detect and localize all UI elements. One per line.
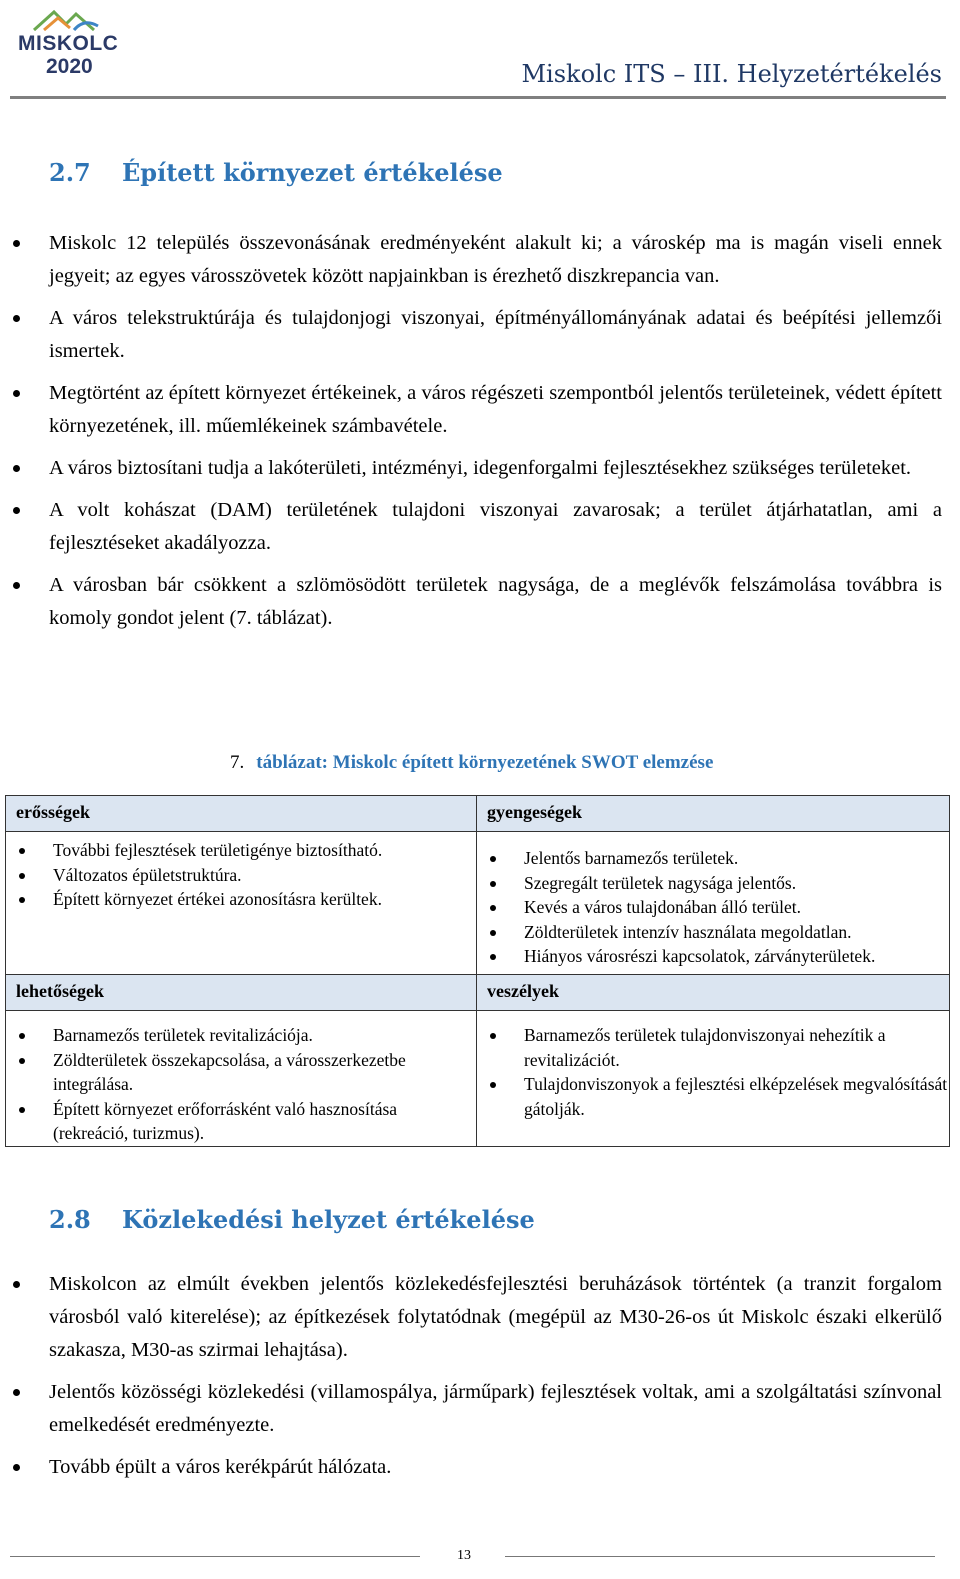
list-item: Barnamezős területek revitalizációja.	[6, 1023, 476, 1048]
strengths-header: erősségek	[6, 796, 477, 832]
list-item: Tulajdonviszonyok a fejlesztési elképzelések megvalósítását gátolják.	[477, 1072, 949, 1121]
list-item: Változatos épületstruktúra.	[6, 863, 476, 888]
strengths-cell	[6, 832, 477, 975]
section-number: 2.8	[49, 1205, 91, 1234]
section-title: Épített környezet értékelése	[122, 158, 503, 187]
header-divider	[10, 96, 946, 99]
list-item: Miskolc 12 település összevonásának eredményeként alakult ki; a városkép ma is magán viseli ennek jegyeit; az egyes városszövetek között napjainkban is érezhető diszkrepancia van.	[0, 227, 942, 293]
list-item: Épített környezet erőforrásként való hasznosítása (rekreáció, turizmus).	[6, 1097, 476, 1146]
list-item: Jelentős közösségi közlekedési (villamospálya, járműpark) fejlesztések voltak, ami a szolgáltatási színvonal emelkedését eredményezte.	[0, 1376, 942, 1442]
list-item: A város telekstruktúrája és tulajdonjogi viszonyai, építményállományának adatai és beépítési jellemzői ismertek.	[0, 302, 942, 368]
list-item: Zöldterületek összekapcsolása, a városszerkezetbe integrálása.	[6, 1048, 476, 1097]
list-item: Jelentős barnamezős területek.	[477, 846, 949, 871]
logo-mountain-icon	[14, 4, 126, 34]
list-item: Barnamezős területek tulajdonviszonyai nehezítik a revitalizációt.	[477, 1023, 949, 1072]
list-item: Épített környezet értékei azonosításra kerültek.	[6, 887, 476, 912]
list-item: Zöldterületek intenzív használata megoldatlan.	[477, 920, 949, 945]
table-caption-text: táblázat: Miskolc épített környezetének SWOT elemzése	[256, 752, 714, 773]
section-heading-2-8	[49, 1205, 535, 1234]
weaknesses-header: gyengeségek	[477, 796, 950, 832]
section-number: 2.7	[49, 158, 91, 187]
threats-cell	[477, 1011, 950, 1147]
document-header-title: Miskolc ITS – III. Helyzetértékelés	[521, 60, 942, 88]
list-item: A város biztosítani tudja a lakóterületi, intézményi, idegenforgalmi fejlesztésekhez szükséges területeket.	[0, 452, 942, 485]
table-caption	[230, 752, 713, 774]
list-item: Megtörtént az épített környezet értékeinek, a város régészeti szempontból jelentős területeinek, védett épített környezetének, ill. műemlékeinek számbavétele.	[0, 377, 942, 443]
threats-header: veszélyek	[477, 975, 950, 1011]
footer-divider-right	[505, 1556, 935, 1557]
table-caption-number: 7.	[230, 752, 245, 773]
opportunities-cell	[6, 1011, 477, 1147]
list-item: Hiányos városrészi kapcsolatok, zárványterületek.	[477, 944, 949, 969]
list-item: A városban bár csökkent a szlömösödött területek nagysága, de a meglévők felszámolása továbbra is komoly gondot jelent (7. táblázat).	[0, 569, 942, 635]
section-heading-2-7	[49, 158, 503, 187]
opportunities-header: lehetőségek	[6, 975, 477, 1011]
section-title: Közlekedési helyzet értékelése	[122, 1205, 535, 1234]
page-number: 13	[457, 1548, 471, 1563]
section-2-8-bullet-list	[0, 1268, 942, 1493]
logo-year: 2020	[46, 55, 93, 78]
weaknesses-cell	[477, 832, 950, 975]
footer-divider-left	[10, 1556, 420, 1557]
list-item: További fejlesztések területigénye biztosítható.	[6, 838, 476, 863]
logo-text: MISKOLC	[18, 32, 119, 55]
list-item: Tovább épült a város kerékpárút hálózata.	[0, 1451, 942, 1484]
section-2-7-bullet-list	[0, 227, 942, 644]
miskolc-2020-logo	[14, 4, 126, 82]
list-item: Miskolcon az elmúlt években jelentős közlekedésfejlesztési beruházások történtek (a tranzit forgalom városból való kiterelése); az építkezések folytatódnak (megépül az M30-26-os út Miskolc északi elkerülő szakasza, M30-as szirmai lehajtása).	[0, 1268, 942, 1367]
list-item: A volt kohászat (DAM) területének tulajdoni viszonyai zavarosak; a terület átjárhatatlan, ami a fejlesztéseket akadályozza.	[0, 494, 942, 560]
swot-table	[5, 795, 950, 1147]
list-item: Szegregált területek nagysága jelentős.	[477, 871, 949, 896]
list-item: Kevés a város tulajdonában álló terület.	[477, 895, 949, 920]
